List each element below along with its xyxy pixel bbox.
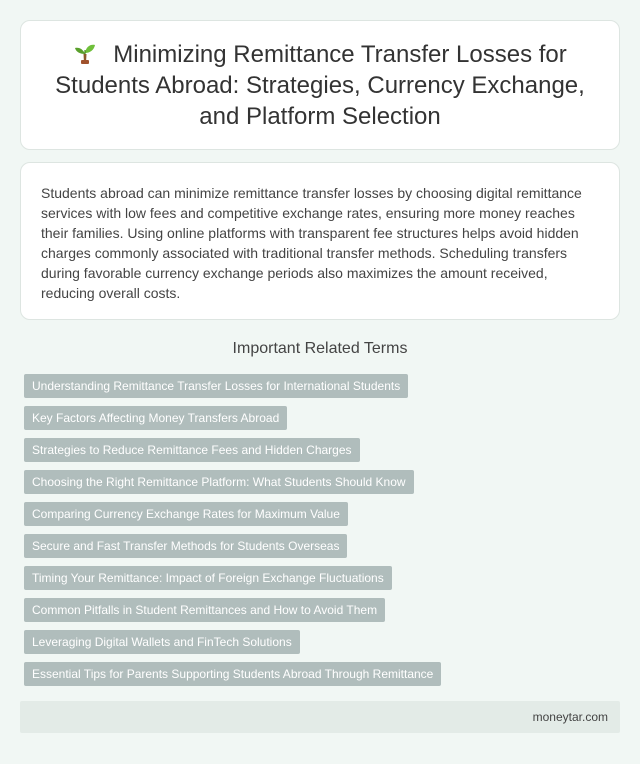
- term-tag[interactable]: Timing Your Remittance: Impact of Foreign Exchange Fluctuations: [24, 566, 392, 590]
- term-tag[interactable]: Key Factors Affecting Money Transfers Abroad: [24, 406, 287, 430]
- related-terms-list: [24, 374, 624, 694]
- footer: [20, 701, 620, 733]
- term-tag[interactable]: Understanding Remittance Transfer Losses for International Students: [24, 374, 408, 398]
- term-tag[interactable]: Leveraging Digital Wallets and FinTech Solutions: [24, 630, 300, 654]
- sprout-icon: [73, 41, 97, 65]
- page-title: [21, 39, 619, 132]
- title-text: Minimizing Remittance Transfer Losses for Students Abroad: Strategies, Currency Exchange, and Platform Selection: [55, 40, 585, 130]
- term-tag[interactable]: Common Pitfalls in Student Remittances and How to Avoid Them: [24, 598, 385, 622]
- title-card: [20, 20, 620, 150]
- term-tag[interactable]: Comparing Currency Exchange Rates for Maximum Value: [24, 502, 348, 526]
- summary-text: Students abroad can minimize remittance transfer losses by choosing digital remittance services with low fees and competitive exchange rates, ensuring more money reaches their families. Using online platforms with transparent fee structures helps avoid hidden charges commonly associated with traditional transfer methods. Scheduling transfers during favorable currency exchange periods also maximizes the amount received, reducing overall costs.: [41, 185, 582, 301]
- term-tag[interactable]: Secure and Fast Transfer Methods for Students Overseas: [24, 534, 347, 558]
- terms-heading: Important Related Terms: [232, 340, 408, 357]
- term-tag[interactable]: Essential Tips for Parents Supporting Students Abroad Through Remittance: [24, 662, 441, 686]
- summary-card: [20, 162, 620, 320]
- site-name[interactable]: moneytar.com: [532, 710, 608, 724]
- term-tag[interactable]: Strategies to Reduce Remittance Fees and Hidden Charges: [24, 438, 360, 462]
- term-tag[interactable]: Choosing the Right Remittance Platform: What Students Should Know: [24, 470, 414, 494]
